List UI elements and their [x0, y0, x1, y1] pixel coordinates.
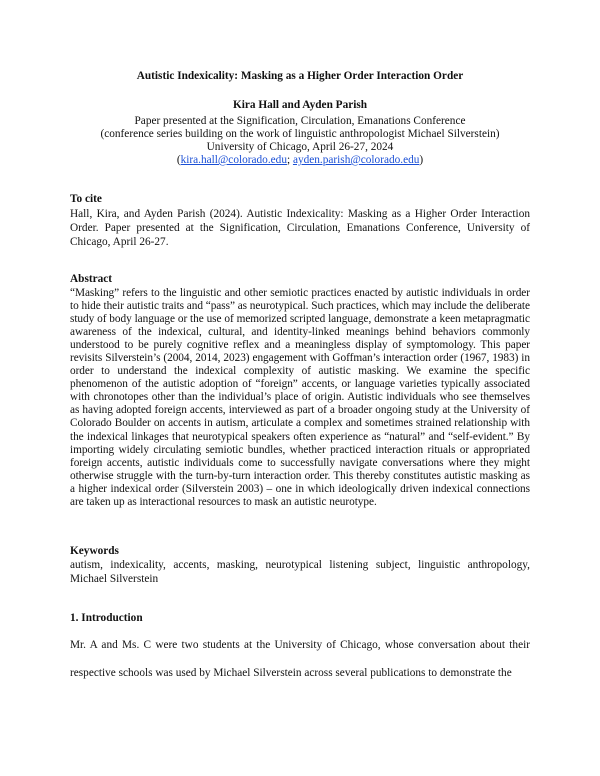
venue-line-2: (conference series building on the work of linguistic anthropologist Michael Silverstein) — [100, 128, 500, 140]
email-link-parish[interactable]: ayden.parish@colorado.edu — [292, 154, 420, 166]
venue-line-3: University of Chicago, April 26-27, 2024 — [206, 141, 394, 153]
abstract-heading: Abstract — [70, 273, 113, 285]
email-close-paren: ) — [419, 154, 424, 166]
author-emails — [50, 153, 550, 168]
cite-heading: To cite — [70, 193, 102, 205]
email-open-paren: ( — [176, 154, 181, 166]
introduction-text: Mr. A and Ms. C were two students at the University of Chicago, whose conversation about their respective schools was used by Michael Silverstein across several publications to demonstrate the — [70, 639, 530, 679]
keywords-text: autism, indexicality, accents, masking, neurotypical listening subject, linguistic anthropology, Michael Silverstein — [70, 559, 530, 585]
cite-text: Hall, Kira, and Ayden Parish (2024). Autistic Indexicality: Masking as a Higher Order Interaction Order. Paper presented at the Signification, Circulation, Emanations Conference, University of Chicago, April 26-27. — [70, 208, 530, 248]
email-link-hall[interactable]: kira.hall@colorado.edu — [180, 154, 287, 166]
venue-line-1: Paper presented at the Signification, Circulation, Emanations Conference — [134, 115, 466, 127]
abstract-text: “Masking” refers to the linguistic and other semiotic practices enacted by autistic individuals in order to hide their autistic traits and “pass” as neurotypical. Such practices, which may include the deliberate study of body language or the use of memorized scripted language, demonstrate a keen metapragmatic awareness of the indexical, cultural, and identity-linked meanings behind behaviors commonly understood to be purely cognitive reflex and a meaningless display of symptomology. This paper revisits Silverstein’s (2004, 2014, 2023) engagement with Goffman’s interaction order (1967, 1983) in order to understand the indexical complexity of autistic masking. We examine the specific phenomenon of the autistic adoption of “foreign” accents, or language varieties typically associated with chronotopes other than the individual’s place of origin. Autistic individuals who see themselves as having adopted foreign accents, interviewed as part of a broader ongoing study at the University of Colorado Boulder on accents in autism, articulate a complex and sometimes strained relationship with the indexical linkages that neurotypical speakers often experience as “natural” and “self-evident.” By importing widely circulating semiotic bundles, whether practiced interaction rituals or appropriated foreign accents, autistic individuals come to successfully navigate conversations where they might otherwise struggle with the turn-by-turn interaction order. This thereby constitutes autistic masking as a higher indexical order (Silverstein 2003) – one in which ideologically driven indexical connections are taken up as interactional resources to mask an autistic neurotype. — [70, 287, 530, 508]
introduction-heading: 1. Introduction — [70, 612, 143, 624]
email-separator: ; — [286, 154, 293, 166]
keywords-heading: Keywords — [70, 545, 119, 557]
paper-authors: Kira Hall and Ayden Parish — [232, 99, 368, 111]
paper-title: Autistic Indexicality: Masking as a Higher Order Interaction Order — [136, 70, 464, 82]
